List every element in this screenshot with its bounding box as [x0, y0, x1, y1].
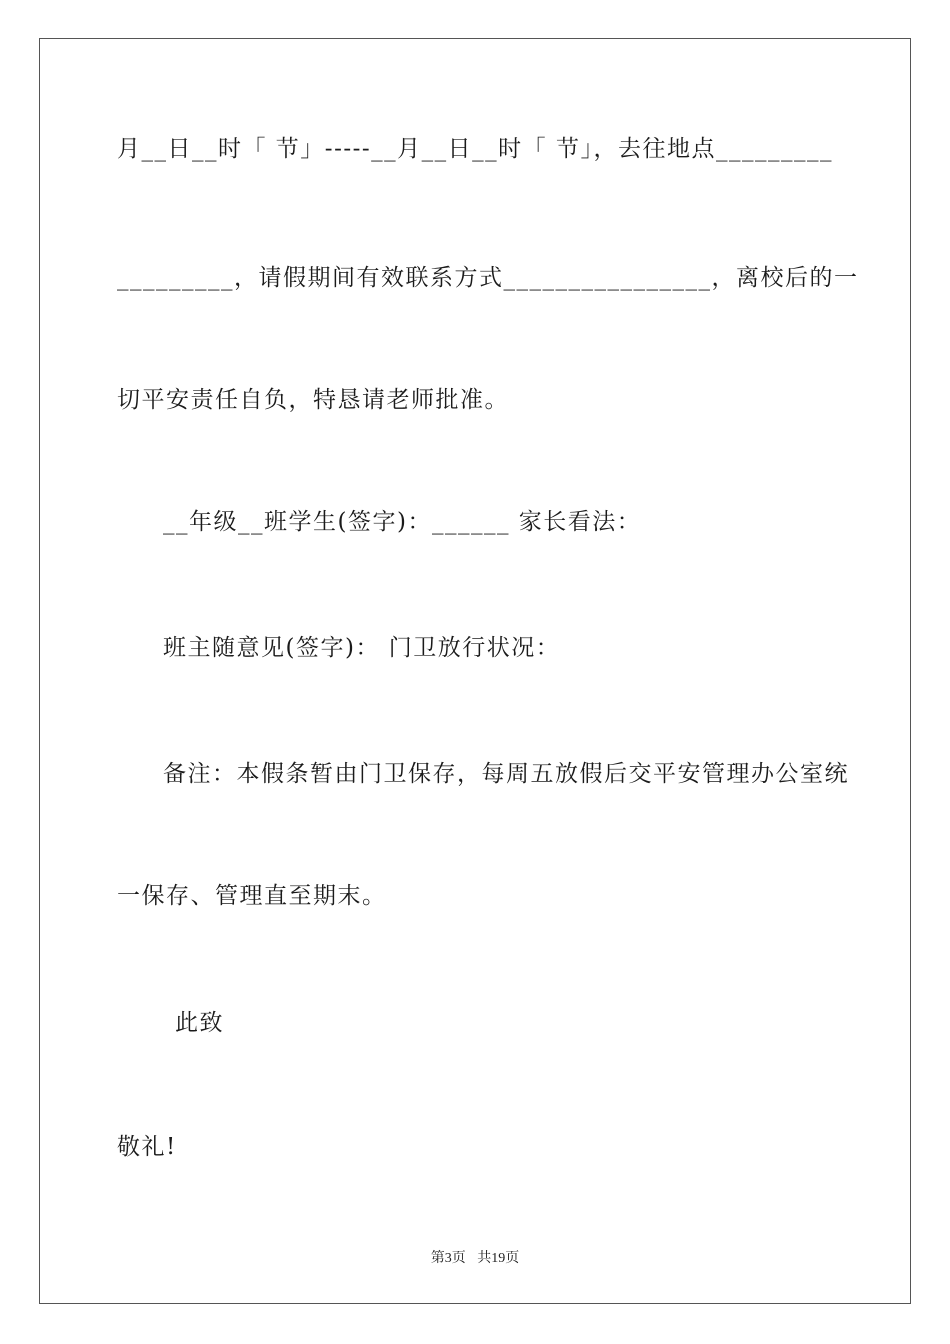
- text-line-closing: 此致: [175, 1010, 224, 1036]
- text-line-signature: __年级__班学生(签字)：______ 家长看法：: [163, 509, 642, 535]
- text-line-3: 切平安责任自负，特恳请老师批准。: [117, 387, 509, 413]
- page-footer: [0, 1247, 950, 1267]
- text-line-remark-cont: 一保存、管理直至期末。: [117, 883, 387, 909]
- text-line-salute: 敬礼!: [117, 1134, 177, 1160]
- text-line-teacher-opinion: 班主随意见(签字)： 门卫放行状况：: [163, 635, 561, 661]
- text-line-2: _________，请假期间有效联系方式________________，离校后的一: [117, 265, 859, 291]
- text-line-1: 月__日__时「 节」-----__月__日__时「 节」，去往地点_________: [117, 136, 833, 162]
- page-total: 共19页: [477, 1251, 520, 1266]
- page-border: [39, 38, 911, 1304]
- page-number: 第3页: [430, 1251, 466, 1266]
- text-line-remark: 备注：本假条暂由门卫保存，每周五放假后交平安管理办公室统: [163, 761, 849, 787]
